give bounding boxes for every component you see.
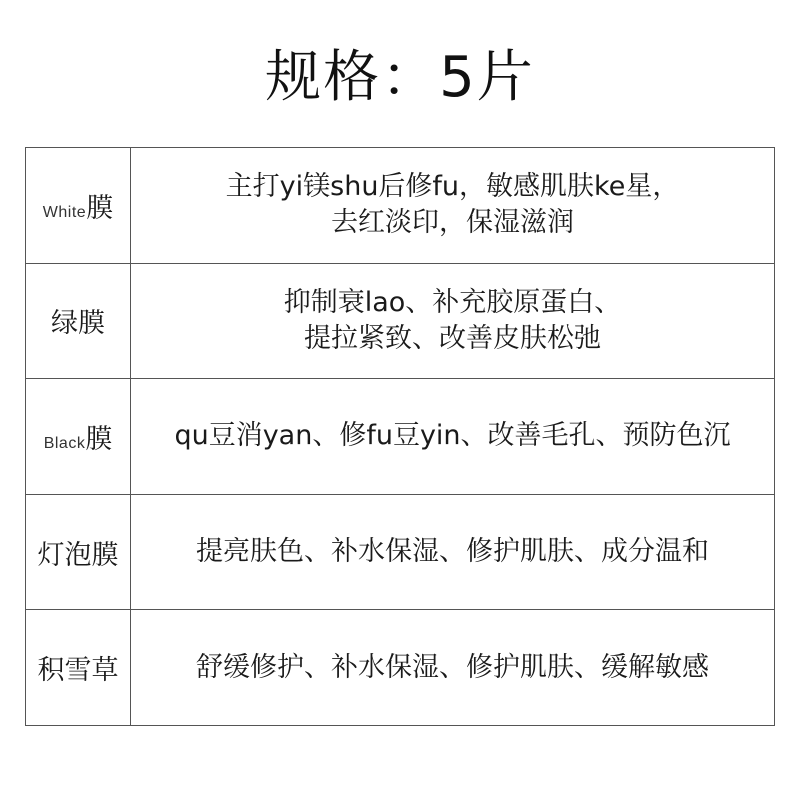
product-name-latin: Black bbox=[43, 434, 86, 452]
description-line: qu豆消yan、修fu豆yin、改善毛孔、预防色沉 bbox=[174, 420, 731, 452]
product-name-cell bbox=[26, 148, 131, 264]
table-row bbox=[26, 494, 775, 610]
product-name-cjk: 膜 bbox=[85, 423, 113, 455]
table-row bbox=[26, 148, 775, 264]
description-line: 主打yi镁shu后修fu，敏感肌肤ke星， bbox=[225, 171, 680, 203]
page-title: 规格：5片 bbox=[265, 45, 535, 110]
product-name-cell bbox=[26, 610, 131, 726]
description-line: 提拉紧致、改善皮肤松弛 bbox=[304, 322, 601, 354]
product-name-cell bbox=[26, 494, 131, 610]
product-name-cjk: 膜 bbox=[86, 192, 114, 224]
product-name-latin: White bbox=[42, 203, 87, 221]
product-description-cell bbox=[131, 379, 775, 495]
description-line: 舒缓修护、补水保湿、修护肌肤、缓解敏感 bbox=[196, 651, 709, 683]
product-description-cell bbox=[131, 610, 775, 726]
product-name-cjk: 绿膜 bbox=[51, 308, 105, 340]
table-row bbox=[26, 610, 775, 726]
product-name-cjk: 积雪草 bbox=[37, 655, 119, 687]
product-name-cjk: 灯泡膜 bbox=[37, 539, 119, 571]
spec-table bbox=[25, 147, 775, 726]
product-description-cell bbox=[131, 494, 775, 610]
product-description-cell bbox=[131, 148, 775, 264]
description-line: 提亮肤色、补水保湿、修护肌肤、成分温和 bbox=[196, 536, 709, 568]
product-name-cell bbox=[26, 263, 131, 379]
table-row bbox=[26, 263, 775, 379]
table-row bbox=[26, 379, 775, 495]
product-description-cell bbox=[131, 263, 775, 379]
product-name-cell bbox=[26, 379, 131, 495]
description-line: 去红淡印，保湿滋润 bbox=[331, 207, 574, 239]
description-line: 抑制衰lao、补充胶原蛋白、 bbox=[283, 286, 622, 318]
